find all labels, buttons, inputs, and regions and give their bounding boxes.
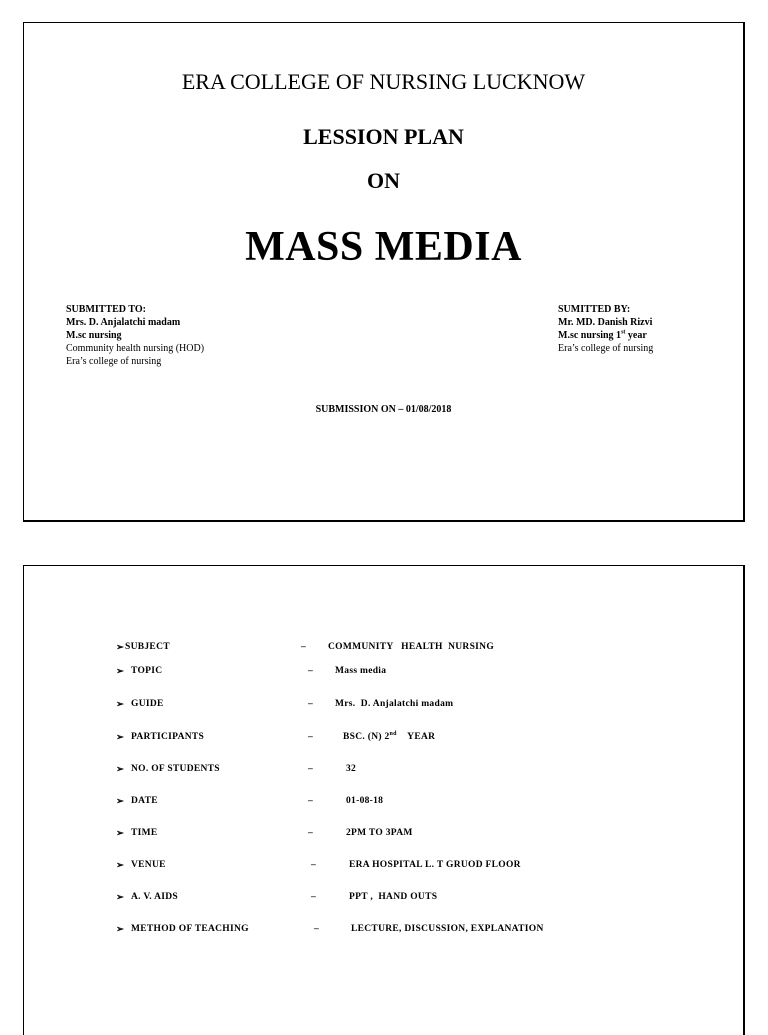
details-page bbox=[23, 565, 745, 1035]
qualification-sup: st bbox=[621, 329, 626, 336]
topic-title: MASS MEDIA bbox=[245, 224, 522, 270]
arrow-bullet-icon: ➢ bbox=[116, 643, 125, 653]
detail-dash: – bbox=[308, 699, 314, 709]
submitted-by-name: Mr. MD. Danish Rizvi bbox=[558, 317, 653, 328]
detail-dash: – bbox=[314, 924, 320, 934]
cover-page bbox=[23, 22, 745, 522]
arrow-bullet-icon: ➢ bbox=[116, 797, 125, 807]
detail-label: TIME bbox=[131, 828, 158, 838]
arrow-bullet-icon: ➢ bbox=[116, 667, 125, 677]
detail-dash: – bbox=[301, 642, 307, 652]
detail-value: LECTURE, DISCUSSION, EXPLANATION bbox=[351, 924, 544, 934]
detail-value: 2PM TO 3PAM bbox=[346, 828, 413, 838]
submission-date: SUBMISSION ON – 01/08/2018 bbox=[315, 404, 452, 415]
qualification-prefix: M.sc nursing 1 bbox=[558, 330, 622, 341]
detail-value-suffix: YEAR bbox=[396, 732, 436, 742]
detail-label: TOPIC bbox=[131, 666, 163, 676]
detail-value: Mrs. D. Anjalatchi madam bbox=[335, 699, 454, 709]
college-name: ERA COLLEGE OF NURSING LUCKNOW bbox=[181, 69, 586, 94]
detail-value-text: BSC. (N) 2 bbox=[343, 732, 390, 742]
arrow-bullet-icon: ➢ bbox=[116, 861, 125, 871]
submitted-by-institution: Era’s college of nursing bbox=[558, 343, 654, 354]
qualification-suffix: year bbox=[625, 330, 647, 341]
arrow-bullet-icon: ➢ bbox=[116, 829, 125, 839]
detail-label: GUIDE bbox=[131, 699, 164, 709]
submitted-to-institution: Era’s college of nursing bbox=[66, 356, 162, 367]
detail-label: DATE bbox=[131, 796, 158, 806]
arrow-bullet-icon: ➢ bbox=[116, 925, 125, 935]
detail-dash: – bbox=[311, 892, 317, 902]
detail-dash: – bbox=[311, 860, 317, 870]
submitted-to-heading: SUBMITTED TO: bbox=[66, 304, 146, 315]
submitted-by-heading: SUMITTED BY: bbox=[558, 304, 631, 315]
submitted-to-qualification: M.sc nursing bbox=[66, 330, 122, 341]
detail-value: COMMUNITY HEALTH NURSING bbox=[328, 642, 495, 652]
detail-value bbox=[343, 732, 435, 742]
detail-dash: – bbox=[308, 828, 314, 838]
detail-value: PPT , HAND OUTS bbox=[349, 892, 438, 902]
detail-label: METHOD OF TEACHING bbox=[131, 924, 249, 934]
submitted-to-department: Community health nursing (HOD) bbox=[66, 343, 205, 354]
detail-label: VENUE bbox=[131, 860, 166, 870]
on-heading: ON bbox=[367, 168, 400, 193]
detail-label: PARTICIPANTS bbox=[131, 732, 205, 742]
submitted-by-qualification bbox=[558, 329, 653, 342]
submitted-by-block bbox=[558, 303, 653, 355]
detail-value: Mass media bbox=[335, 666, 387, 676]
arrow-bullet-icon: ➢ bbox=[116, 733, 125, 743]
detail-label: SUBJECT bbox=[125, 642, 170, 652]
detail-dash: – bbox=[308, 796, 314, 806]
detail-dash: – bbox=[308, 666, 314, 676]
detail-dash: – bbox=[308, 764, 314, 774]
detail-value-sup: nd bbox=[389, 730, 397, 737]
submitted-to-block bbox=[66, 303, 204, 368]
lesson-plan-heading: LESSION PLAN bbox=[303, 124, 464, 149]
arrow-bullet-icon: ➢ bbox=[116, 765, 125, 775]
detail-label: A. V. AIDS bbox=[131, 892, 179, 902]
detail-dash: – bbox=[308, 732, 314, 742]
arrow-bullet-icon: ➢ bbox=[116, 893, 125, 903]
detail-value: 32 bbox=[346, 764, 357, 774]
arrow-bullet-icon: ➢ bbox=[116, 700, 125, 710]
detail-value: 01-08-18 bbox=[346, 796, 384, 806]
detail-value: ERA HOSPITAL L. T GRUOD FLOOR bbox=[349, 860, 521, 870]
detail-label: NO. OF STUDENTS bbox=[131, 764, 220, 774]
submitted-to-name: Mrs. D. Anjalatchi madam bbox=[66, 317, 181, 328]
